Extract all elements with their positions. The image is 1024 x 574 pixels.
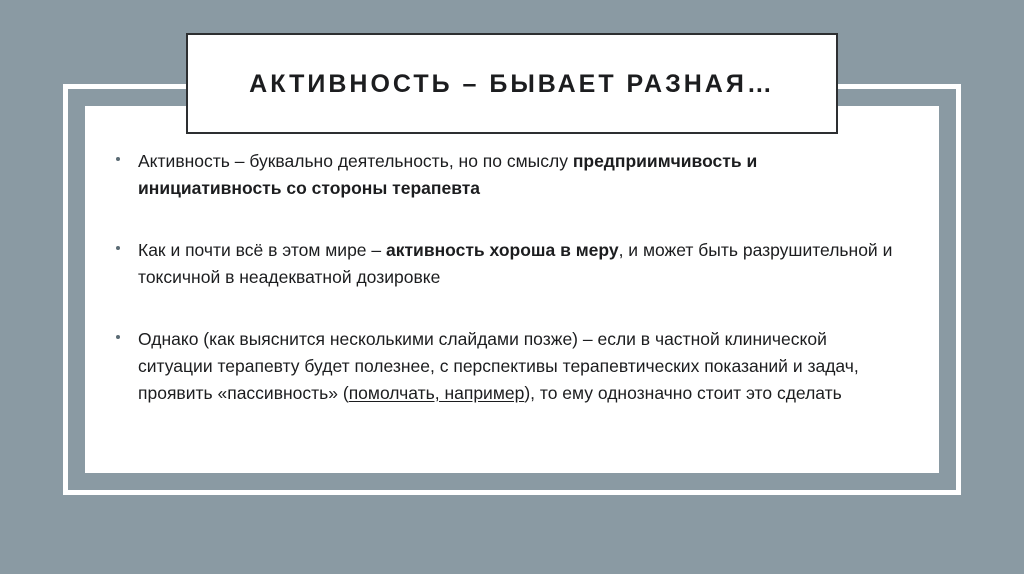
bullet-text-run: предприимчивость и инициативность со стороны терапевта	[138, 151, 758, 198]
bullet-text-run: Как и почти всё в этом мире –	[138, 240, 386, 261]
bullet-text-run: , и может быть разрушительной и токсичной в неадекватной дозировке	[138, 240, 893, 287]
bullet-list	[110, 148, 910, 406]
bullet-text	[138, 240, 892, 287]
bullet-text-run: активность хороша в меру	[386, 240, 619, 261]
bullet-text-run: помолчать, например	[348, 382, 525, 403]
list-item	[110, 326, 898, 406]
list-item	[110, 237, 898, 290]
slide-title-box	[186, 33, 838, 134]
list-item	[110, 148, 898, 201]
page-title: АКТИВНОСТЬ – БЫВАЕТ РАЗНАЯ…	[249, 69, 775, 98]
bullet-text	[138, 151, 757, 198]
bullet-dot-icon	[116, 157, 120, 161]
bullet-text-run: Активность – буквально деятельность, но по смыслу	[138, 151, 573, 171]
bullet-text-run: ), то ему однозначно стоит это сделать	[524, 382, 842, 403]
bullet-text-run: Однако (как выяснится несколькими слайдами позже) – если в частной клинической ситуации терапевту будет полезнее, с перспективы терапевтических показаний и задач, проявить «пассивность» (	[138, 329, 859, 403]
bullet-text	[138, 329, 859, 402]
bullet-dot-icon	[116, 335, 120, 339]
bullet-dot-icon	[116, 246, 120, 250]
